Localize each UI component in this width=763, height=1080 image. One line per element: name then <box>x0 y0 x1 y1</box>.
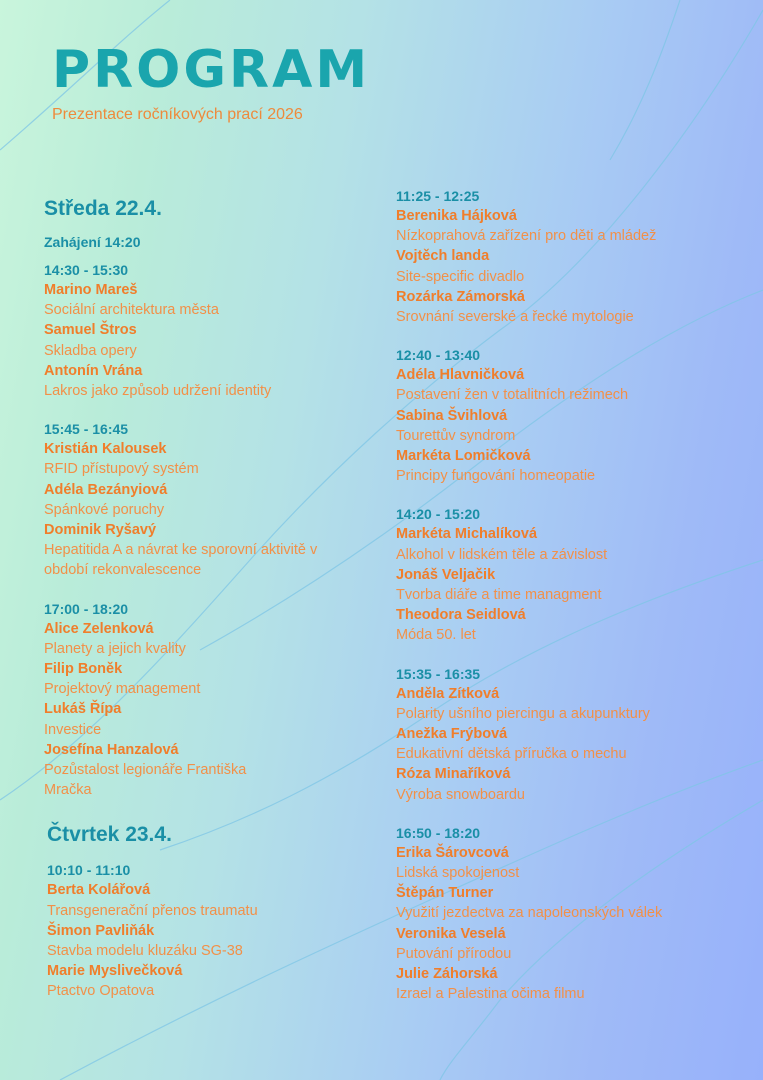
wednesday-column <box>44 196 364 1002</box>
presentation-topic: Využití jezdectva za napoleonských válek <box>396 905 663 922</box>
presentation-topic: Spánkové poruchy <box>44 501 165 518</box>
presenter-name: Sabina Švihlová <box>396 407 508 424</box>
presenter-name: Rozárka Zámorská <box>396 288 525 305</box>
presentation-topic: Tourettův syndrom <box>396 427 516 444</box>
presenter-name: Markéta Lomičková <box>396 448 531 465</box>
day-title-thursday: Čtvrtek 23.4. <box>47 823 172 847</box>
presenter-name: Samuel Štros <box>44 322 137 339</box>
presenter-name: Šimon Pavliňák <box>47 922 155 939</box>
presenter-name: Berta Kolářová <box>47 882 151 899</box>
time-slot <box>44 419 364 580</box>
presentation-topic: Ptactvo Opatova <box>47 983 155 1000</box>
presenter-name: Markéta Michalíková <box>396 526 538 543</box>
time-slot <box>396 504 756 645</box>
presenter-name: Vojtěch landa <box>396 248 490 265</box>
thursday-column <box>396 186 756 1005</box>
presentation-topic: Edukativní dětská příručka o mechu <box>396 746 627 763</box>
presentation-topic: Polarity ušního piercingu a akupunktury <box>396 705 650 722</box>
presentation-topic: Postavení žen v totalitních režimech <box>396 387 629 404</box>
presenter-name: Adéla Hlavničková <box>396 367 525 384</box>
presentation-topic: Tvorba diáře a time managment <box>396 587 602 604</box>
slot-time: 14:30 - 15:30 <box>44 262 129 278</box>
presenter-name: Veronika Veselá <box>396 925 506 942</box>
presentation-topic: Putování přírodou <box>396 945 512 962</box>
slot-time: 14:20 - 15:20 <box>396 506 481 523</box>
presenter-name: Berenika Hájková <box>396 208 517 224</box>
time-slot <box>44 599 364 801</box>
time-slot <box>396 345 756 486</box>
presentation-topic: Projektový management <box>44 681 201 698</box>
presenter-name: Marie Myslivečková <box>47 963 183 980</box>
presentation-topic: RFID přístupový systém <box>44 461 199 478</box>
time-slot <box>44 260 364 401</box>
presentation-topic: Investice <box>44 721 102 738</box>
slot-time: 15:45 - 16:45 <box>44 421 129 438</box>
presentation-topic: Planety a jejich kvality <box>44 640 186 657</box>
presenter-name: Josefína Hanzalová <box>44 741 179 758</box>
presentation-topic: Hepatitida A a návrat ke sporovní aktivitě v <box>44 542 318 559</box>
thursday-morning-block <box>44 822 364 1001</box>
presenter-name: Erika Šárovcová <box>396 844 509 861</box>
presenter-name: Adéla Bezányiová <box>44 481 168 498</box>
presenter-name: Filip Boněk <box>44 661 123 678</box>
presentation-topic: Sociální architektura města <box>44 302 219 319</box>
presentation-topic: Lidská spokojenost <box>396 865 520 882</box>
presentation-topic: Stavba modelu kluzáku SG-38 <box>47 943 243 960</box>
presenter-name: Julie Záhorská <box>396 966 498 983</box>
slot-time: 10:10 - 11:10 <box>47 862 131 879</box>
day-title-wednesday: Středa 22.4. <box>44 197 162 220</box>
presenter-name: Dominik Ryšavý <box>44 522 157 539</box>
presentation-topic: Principy fungování homeopatie <box>396 468 596 485</box>
slot-time: 15:35 - 16:35 <box>396 665 481 682</box>
opening-time: Zahájení 14:20 <box>44 234 141 250</box>
presenter-name: Marino Mareš <box>44 282 138 298</box>
presenter-name: Štěpán Turner <box>396 885 494 902</box>
presentation-topic: Skladba opery <box>44 342 137 359</box>
presenter-name: Antonín Vrána <box>44 362 143 379</box>
page-title: PROGRAM <box>52 40 371 100</box>
presenter-name: Róza Minaříková <box>396 766 511 783</box>
presentation-topic: Móda 50. let <box>396 627 476 644</box>
presenter-name: Kristián Kalousek <box>44 441 167 458</box>
presenter-name: Theodora Seidlová <box>396 607 526 624</box>
presentation-topic: Výroba snowboardu <box>396 786 525 803</box>
slot-time: 11:25 - 12:25 <box>396 188 480 204</box>
time-slot <box>47 860 364 1001</box>
presenter-name: Lukáš Řípa <box>44 701 122 718</box>
presentation-topic: Srovnání severské a řecké mytologie <box>396 309 634 326</box>
presentation-topic: Transgenerační přenos traumatu <box>47 902 258 919</box>
presentation-topic-continued: období rekonvalescence <box>44 562 202 579</box>
presenter-name: Anežka Frýbová <box>396 726 508 743</box>
slot-time: 16:50 - 18:20 <box>396 824 481 841</box>
slot-time: 17:00 - 18:20 <box>44 600 129 617</box>
presentation-topic: Alkohol v lidském těle a závislost <box>396 546 608 563</box>
presentation-topic-continued: Mračka <box>44 782 92 799</box>
presentation-topic: Izrael a Palestina očima filmu <box>396 986 585 1003</box>
slot-time: 12:40 - 13:40 <box>396 347 481 364</box>
presentation-topic: Pozůstalost legionáře Františka <box>44 762 247 779</box>
presenter-name: Anděla Zítková <box>396 685 500 702</box>
presentation-topic: Nízkoprahová zařízení pro děti a mládež <box>396 228 657 245</box>
page-subtitle: Prezentace ročníkových prací 2026 <box>52 106 303 123</box>
presenter-name: Jonáš Veljačik <box>396 566 496 583</box>
time-slot <box>396 664 756 805</box>
time-slot <box>396 823 756 1005</box>
presentation-topic: Site-specific divadlo <box>396 268 525 285</box>
presenter-name: Alice Zelenková <box>44 620 154 637</box>
presentation-topic: Lakros jako způsob udržení identity <box>44 383 272 400</box>
time-slot <box>396 186 756 327</box>
